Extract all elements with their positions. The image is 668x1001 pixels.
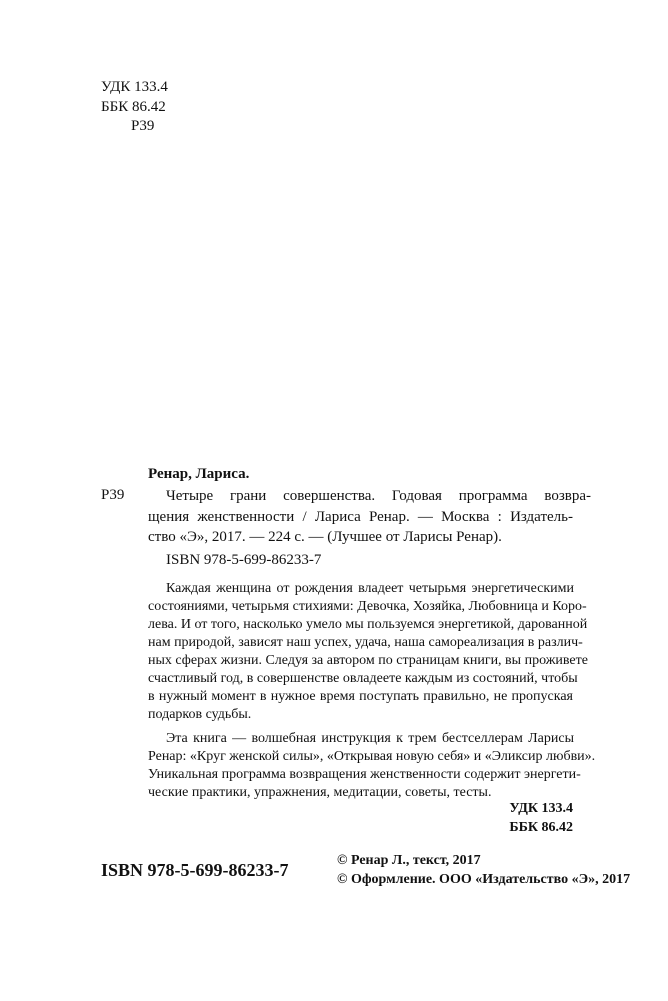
isbn-record: ISBN 978-5-699-86233-7	[166, 552, 322, 568]
author-sign-record: Р39	[101, 487, 125, 503]
udk-code: УДК 133.4	[101, 79, 168, 95]
annotation-line: ных сферах жизни. Следуя за автором по страницам книги, вы проживете	[148, 653, 588, 668]
annotation-line: ческие практики, упражнения, медитации, советы, тесты.	[148, 785, 492, 800]
annotation-line: состояниями, четырьмя стихиями: Девочка, Хозяйка, Любовница и Коро-	[148, 599, 587, 614]
annotation-line: лева. И от того, насколько умело мы пользуемся энергетикой, дарованной	[148, 617, 588, 632]
annotation-line: Уникальная программа возвращения женственности содержит энергети-	[148, 767, 581, 782]
bib-description-line: Четыре грани совершенства. Годовая программа возвра-	[166, 488, 591, 504]
annotation-line: подарков судьбы.	[148, 707, 252, 722]
annotation-line: нам природой, зависят наш успех, удача, наша самореализация в различ-	[148, 635, 583, 650]
annotation-line: Эта книга — волшебная инструкция к трем бестселлерам Ларисы	[166, 731, 574, 746]
isbn-main: ISBN 978-5-699-86233-7	[101, 860, 289, 880]
annotation-line: Ренар: «Круг женской силы», «Открывая новую себя» и «Эликсир любви».	[148, 749, 596, 764]
annotation-line: Каждая женщина от рождения владеет четырьмя энергетическими	[166, 581, 574, 596]
annotation-line: счастливый год, в совершенстве овладеете каждым из состояний, чтобы	[148, 671, 578, 686]
author-sign-top: Р39	[131, 118, 155, 134]
copyright-design: © Оформление. ООО «Издательство «Э», 2017	[337, 872, 631, 887]
bib-description-line: щения женственности / Лариса Ренар. — Москва : Издатель-	[148, 509, 573, 525]
bbk-code-bottom: ББК 86.42	[509, 820, 573, 835]
author-heading: Ренар, Лариса.	[148, 466, 250, 482]
annotation-line: в нужный момент в нужное время поступать правильно, не пропуская	[148, 689, 573, 704]
copyright-text: © Ренар Л., текст, 2017	[337, 853, 481, 868]
bbk-code: ББК 86.42	[101, 99, 166, 115]
bib-description-line: ство «Э», 2017. — 224 с. — (Лучшее от Ларисы Ренар).	[148, 529, 502, 545]
udk-code-bottom: УДК 133.4	[509, 801, 573, 816]
